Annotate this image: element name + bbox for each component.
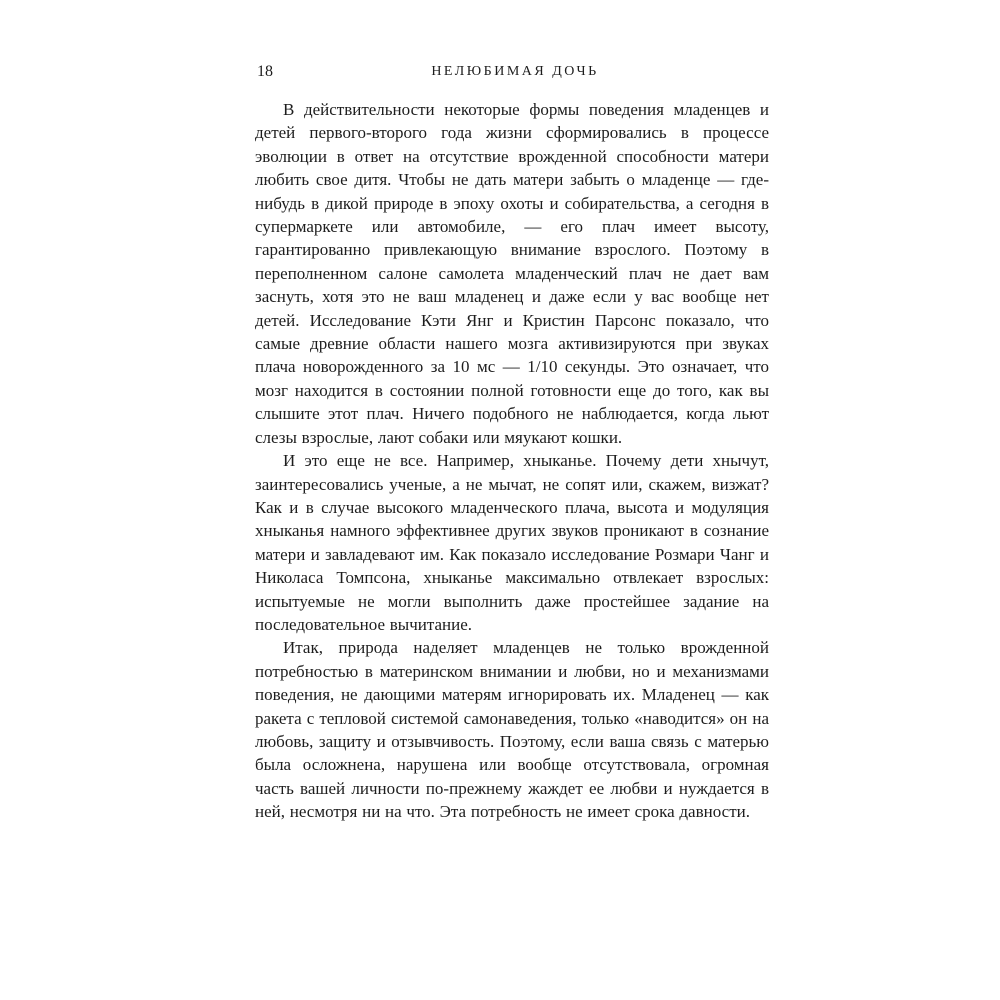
page-number: 18 — [257, 63, 273, 80]
page-header — [255, 62, 769, 82]
page-content — [255, 62, 769, 824]
body-paragraph: Итак, природа наделяет младенцев не только врожденной потребностью в материнском внимании и любви, но и механизмами поведения, не дающими матерям игнорировать их. Младенец — как ракета с тепловой системой самонаведения, только «наводится» он на любовь, защиту и отзывчивость. Поэтому, если ваша связь с матерью была осложнена, нарушена или вообще отсутствовала, огромная часть вашей личности по-прежнему жаждет ее любви и нуждается в ней, несмотря ни на что. Эта потребность не имеет срока давности. — [255, 638, 769, 822]
text-block — [255, 98, 769, 824]
running-head: НЕЛЮБИМАЯ ДОЧЬ — [431, 64, 599, 79]
body-paragraph: И это еще не все. Например, хныканье. Почему дети хнычут, заинтересовались ученые, а не мычат, не сопят или, скажем, визжат? Как и в случае высокого младенческого плача, высота и модуляция хныканья намного эффективнее других звуков проникают в сознание матери и завладевают им. Как показало исследование Розмари Чанг и Николаса Томпсона, хныканье максимально отвлекает взрослых: испытуемые не могли выполнить даже простейшее задание на последовательное вычитание. — [255, 451, 769, 634]
body-paragraph: В действительности некоторые формы поведения младенцев и детей первого-второго года жизни сформировались в процессе эволюции в ответ на отсутствие врожденной способности матери любить свое дитя. Чтобы не дать матери забыть о младенце — где-нибудь в дикой природе в эпоху охоты и собирательства, а сегодня в супермаркете или автомобиле, — его плач имеет высоту, гарантированно привлекающую внимание взрослого. Поэтому в переполненном салоне самолета младенческий плач не дает вам заснуть, хотя это не ваш младенец и даже если у вас вообще нет детей. Исследование Кэти Янг и Кристин Парсонс показало, что самые древние области нашего мозга активизируются при звуках плача новорожденного за 10 мс — 1/10 секунды. Это означает, что мозг находится в состоянии полной готовности еще до того, как вы слышите этот плач. Ничего подобного не наблюдается, когда льют слезы взрослые, лают собаки или мяукают кошки. — [255, 100, 769, 447]
